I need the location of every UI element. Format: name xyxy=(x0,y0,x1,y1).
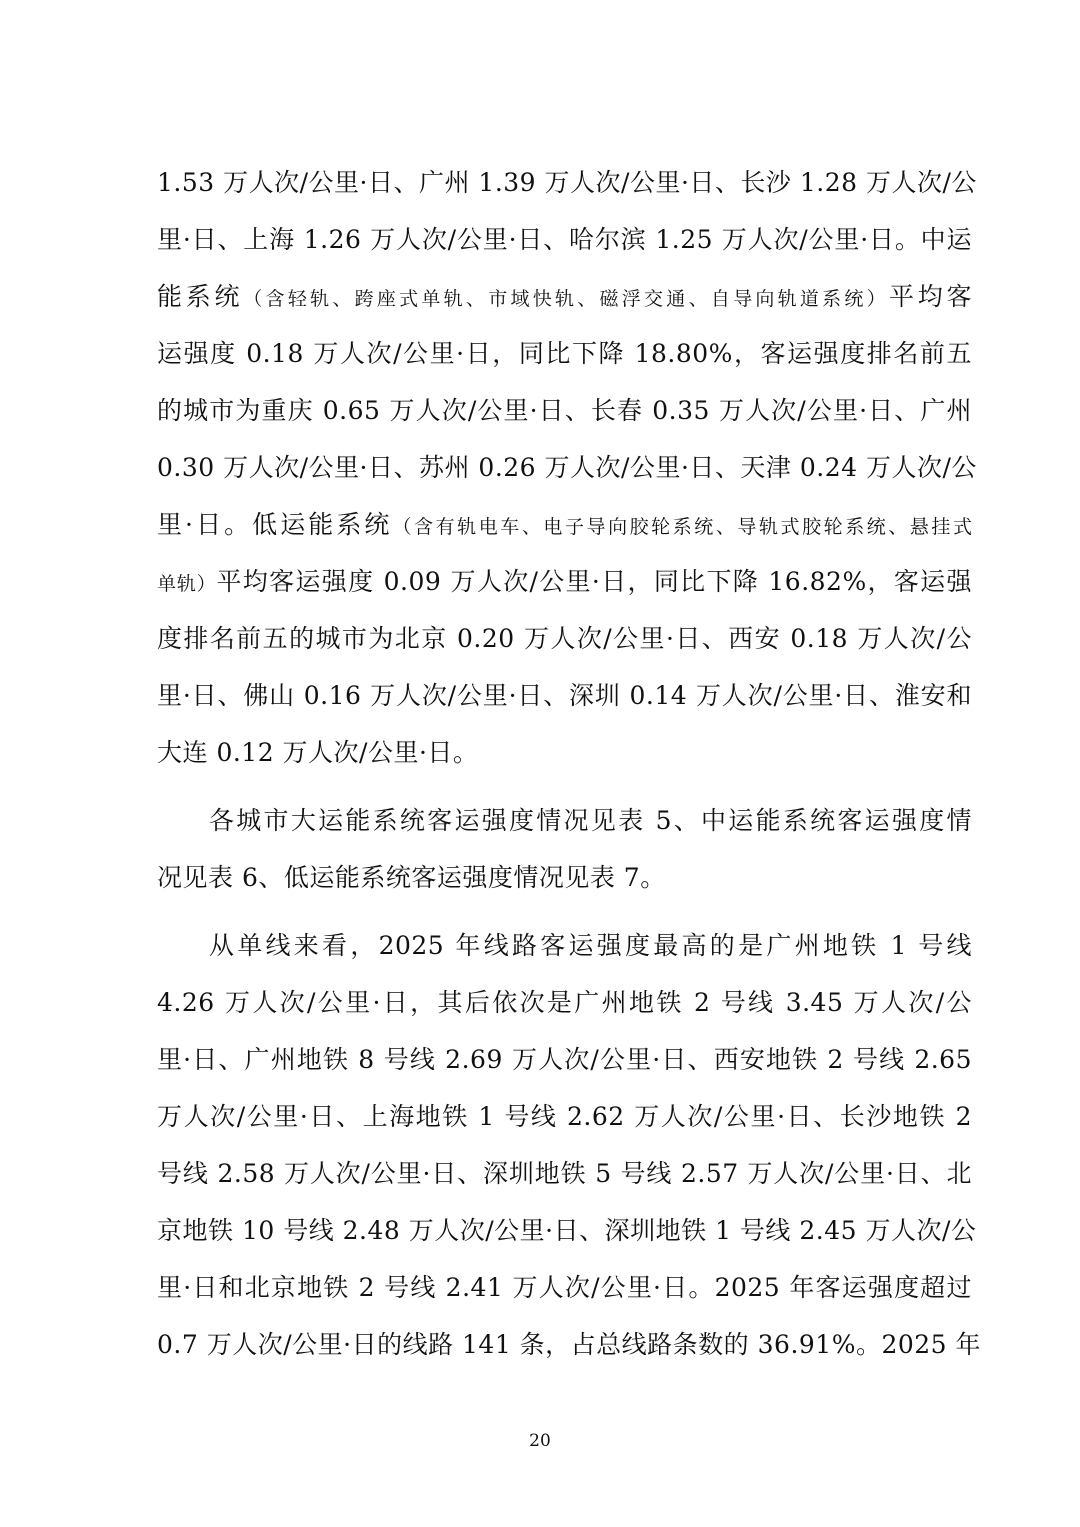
text-line xyxy=(157,277,972,317)
page-number: 20 xyxy=(529,1431,551,1451)
text-line: 里·日、上海 1.26 万人次/公里·日、哈尔滨 1.25 万人次/公里·日。中运 xyxy=(157,225,972,254)
text-line: 0.7 万人次/公里·日的线路 141 条，占总线路条数的 36.91%。2025 年 xyxy=(157,1330,982,1359)
text-line xyxy=(157,505,972,545)
text-line: 度排名前五的城市为北京 0.20 万人次/公里·日、西安 0.18 万人次/公 xyxy=(157,624,972,653)
text-line xyxy=(157,562,972,602)
text-line: 的城市为重庆 0.65 万人次/公里·日、长春 0.35 万人次/公里·日、广州 xyxy=(157,396,972,425)
text-line: 里·日、广州地铁 8 号线 2.69 万人次/公里·日、西安地铁 2 号线 2.65 xyxy=(157,1045,972,1074)
text-line: 京地铁 10 号线 2.48 万人次/公里·日、深圳地铁 1 号线 2.45 万人次/公 xyxy=(157,1216,977,1245)
text-line: 里·日、佛山 0.16 万人次/公里·日、深圳 0.14 万人次/公里·日、淮安和 xyxy=(157,681,972,710)
parenthetical-note: （含有轨电车、电子导向胶轮系统、导轨式胶轮系统、悬挂式 xyxy=(392,516,972,538)
parenthetical-note: 单轨） xyxy=(157,573,217,595)
text-line: 大连 0.12 万人次/公里·日。 xyxy=(157,738,479,767)
text-line: 里·日和北京地铁 2 号线 2.41 万人次/公里·日。2025 年客运强度超过 xyxy=(157,1273,972,1302)
text-span: 平均客运强度 0.09 万人次/公里·日，同比下降 16.82%，客运强 xyxy=(216,567,972,596)
text-line: 各城市大运能系统客运强度情况见表 5、中运能系统客运强度情 xyxy=(209,806,972,835)
parenthetical-note: （含轻轨、跨座式单轨、市域快轨、磁浮交通、自导向轨道系统） xyxy=(243,288,889,310)
text-line: 1.53 万人次/公里·日、广州 1.39 万人次/公里·日、长沙 1.28 万人次/公 xyxy=(157,168,977,197)
text-span: 里·日。低运能系统 xyxy=(157,510,393,539)
text-line: 况见表 6、低运能系统客运强度情况见表 7。 xyxy=(157,863,666,892)
text-line: 运强度 0.18 万人次/公里·日，同比下降 18.80%，客运强度排名前五 xyxy=(157,339,972,368)
text-line: 4.26 万人次/公里·日，其后依次是广州地铁 2 号线 3.45 万人次/公 xyxy=(157,988,972,1017)
text-line: 号线 2.58 万人次/公里·日、深圳地铁 5 号线 2.57 万人次/公里·日、北 xyxy=(157,1159,972,1188)
text-line: 万人次/公里·日、上海地铁 1 号线 2.62 万人次/公里·日、长沙地铁 2 xyxy=(157,1102,972,1131)
text-span: 能系统 xyxy=(157,282,244,311)
text-span: 平均客 xyxy=(888,282,972,311)
text-line: 从单线来看，2025 年线路客运强度最高的是广州地铁 1 号线 xyxy=(209,931,972,960)
text-line: 0.30 万人次/公里·日、苏州 0.26 万人次/公里·日、天津 0.24 万人次/公 xyxy=(157,453,977,482)
